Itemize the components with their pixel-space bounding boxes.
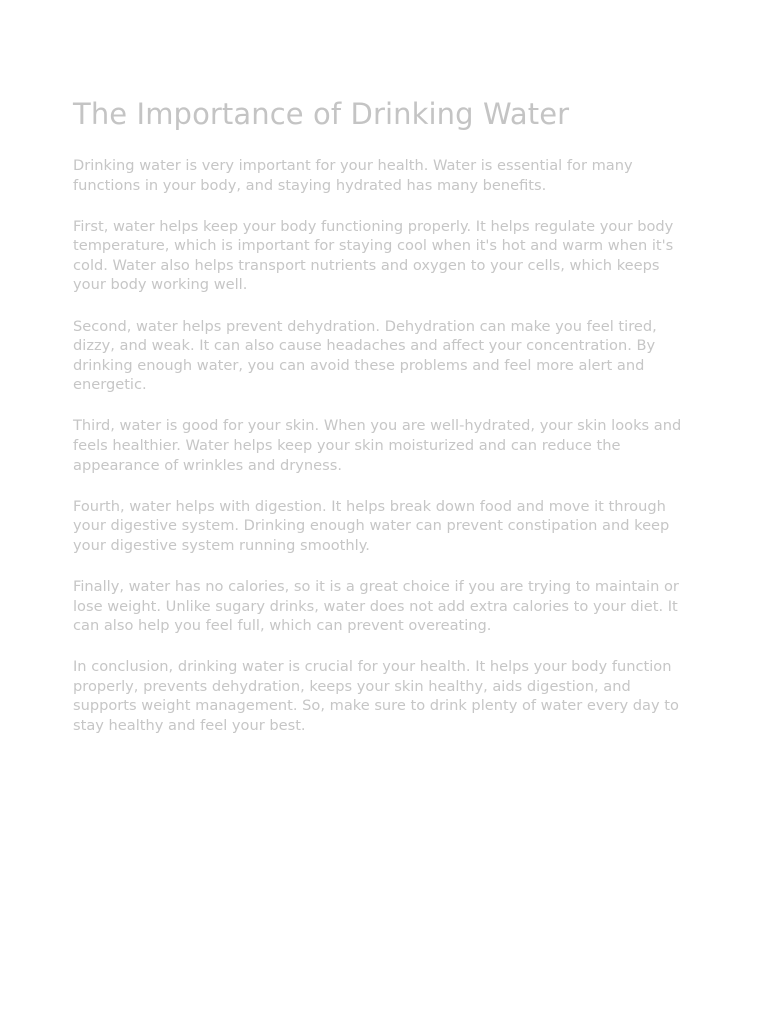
paragraph-third: Third, water is good for your skin. When you are well-hydrated, your skin looks and feels healthier. Water helps keep your skin moisturized and can reduce the appearance of wrinkles and dryness. — [73, 417, 682, 474]
paragraph-first: First, water helps keep your body functioning properly. It helps regulate your body temperature, which is important for staying cool when it's hot and warm when it's cold. Water also helps transport nutrients and oxygen to your cells, which keeps your body working well. — [73, 217, 674, 294]
document-body — [73, 156, 696, 736]
paragraph-fourth: Fourth, water helps with digestion. It helps break down food and move it through your digestive system. Drinking enough water can prevent constipation and keep your digestive system running smoothly. — [73, 497, 670, 554]
document-title: The Importance of Drinking Water — [73, 97, 570, 131]
paragraph-intro: Drinking water is very important for your health. Water is essential for many functions in your body, and staying hydrated has many benefits. — [73, 157, 633, 194]
paragraph-finally: Finally, water has no calories, so it is a great choice if you are trying to maintain or lose weight. Unlike sugary drinks, water does not add extra calories to your diet. It can also help you feel full, which can prevent overeating. — [73, 578, 679, 635]
paragraph-conclusion: In conclusion, drinking water is crucial for your health. It helps your body function properly, prevents dehydration, keeps your skin healthy, aids digestion, and supports weight management. So, make sure to drink plenty of water every day to stay healthy and feel your best. — [73, 658, 679, 735]
paragraph-second: Second, water helps prevent dehydration. Dehydration can make you feel tired, dizzy, and weak. It can also cause headaches and affect your concentration. By drinking enough water, you can avoid these problems and feel more alert and energetic. — [73, 317, 657, 394]
